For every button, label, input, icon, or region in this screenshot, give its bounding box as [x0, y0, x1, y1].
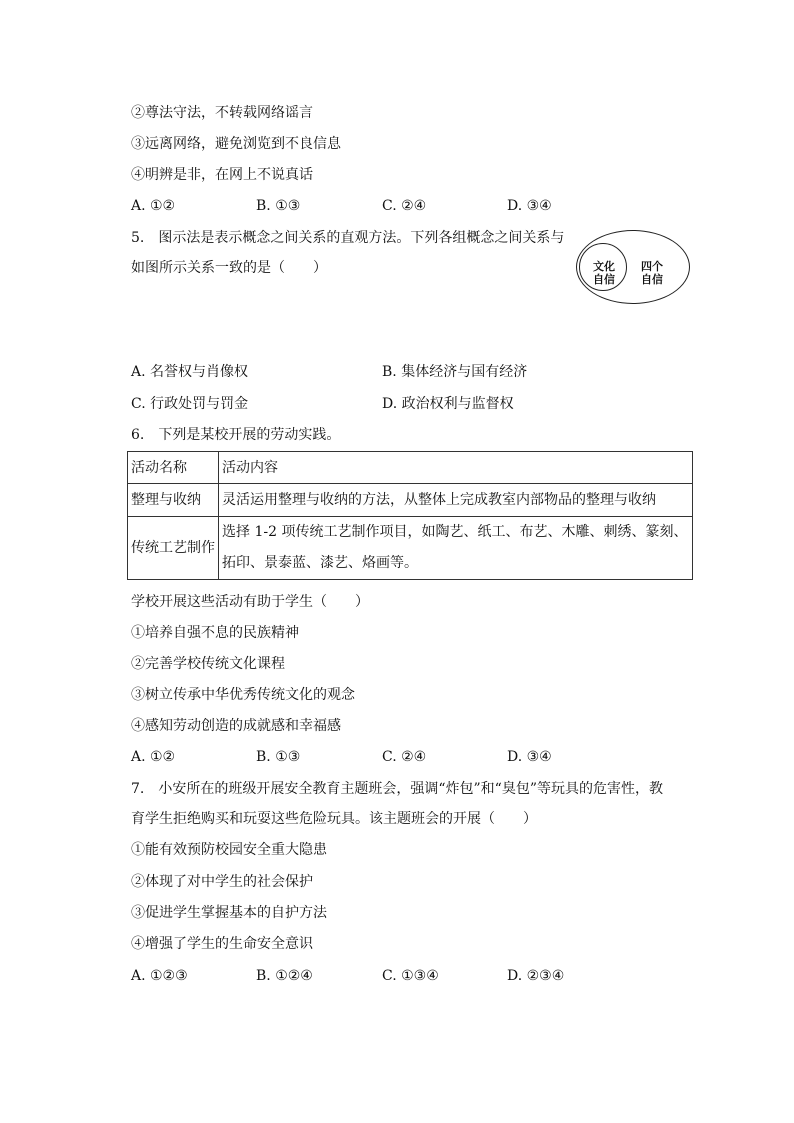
q4-item-3: ③远离网络，避免浏览到不良信息	[131, 136, 341, 152]
table-header: 活动名称	[128, 452, 219, 484]
q6-option-c[interactable]: C. ②④	[382, 749, 427, 765]
q5-stem-line2: 如图所示关系一致的是（ ）	[131, 260, 327, 276]
q6-item-3: ③树立传承中华优秀传统文化的观念	[131, 687, 355, 703]
inner-label: 文化 自信	[593, 260, 615, 286]
q4-item-2: ②尊法守法，不转载网络谣言	[131, 105, 313, 121]
table-header: 活动内容	[219, 452, 693, 484]
q7-item-2: ②体现了对中学生的社会保护	[131, 874, 313, 890]
q6-item-2: ②完善学校传统文化课程	[131, 656, 285, 672]
q5-stem-line1: 5. 图示法是表示概念之间关系的直观方法。下列各组概念之间关系与	[131, 230, 565, 246]
outer-label: 四个 自信	[641, 260, 663, 286]
table-row	[128, 484, 693, 517]
q7-stem-line2: 育学生拒绝购买和玩耍这些危险玩具。该主题班会的开展（ ）	[131, 811, 537, 827]
q7-stem-line1: 7. 小安所在的班级开展安全教育主题班会，强调“炸包”和“臭包”等玩具的危害性，教	[131, 781, 663, 797]
q7-option-b[interactable]: B. ①②④	[256, 968, 313, 984]
q6-item-4: ④感知劳动创造的成就感和幸福感	[131, 718, 341, 734]
q5-option-c[interactable]: C. 行政处罚与罚金	[131, 396, 249, 412]
q7-item-4: ④增强了学生的生命安全意识	[131, 936, 313, 952]
venn-diagram	[576, 230, 692, 306]
table-cell: 传统工艺制作	[128, 517, 219, 580]
q7-option-c[interactable]: C. ①③④	[382, 968, 439, 984]
table-cell: 整理与收纳	[128, 484, 219, 517]
q4-option-a[interactable]: A. ①②	[131, 198, 176, 214]
q4-option-b[interactable]: B. ①③	[256, 198, 301, 214]
q6-option-b[interactable]: B. ①③	[256, 749, 301, 765]
activity-table	[127, 451, 693, 580]
q5-options-row1	[131, 362, 691, 382]
q7-option-d[interactable]: D. ②③④	[507, 968, 565, 984]
q4-option-d[interactable]: D. ③④	[507, 198, 552, 214]
table-cell: 选择 1-2 项传统工艺制作项目，如陶艺、纸工、布艺、木雕、刺绣、篆刻、拓印、景泰蓝、漆艺、烙画等。	[219, 517, 693, 580]
q7-options	[131, 966, 691, 986]
q6-option-a[interactable]: A. ①②	[131, 749, 176, 765]
q6-option-d[interactable]: D. ③④	[507, 749, 552, 765]
q6-stem: 6. 下列是某校开展的劳动实践。	[131, 427, 341, 443]
q4-options	[131, 196, 691, 216]
q7-item-1: ①能有效预防校园安全重大隐患	[131, 842, 327, 858]
q5-option-d[interactable]: D. 政治权利与监督权	[382, 396, 514, 412]
q6-item-1: ①培养自强不息的民族精神	[131, 625, 299, 641]
table-cell: 灵活运用整理与收纳的方法，从整体上完成教室内部物品的整理与收纳	[219, 484, 693, 517]
table-header-row	[128, 452, 693, 484]
q4-item-4: ④明辨是非，在网上不说真话	[131, 167, 313, 183]
q6-question: 学校开展这些活动有助于学生（ ）	[131, 594, 369, 610]
q5-option-b[interactable]: B. 集体经济与国有经济	[382, 364, 528, 380]
q7-option-a[interactable]: A. ①②③	[131, 968, 188, 984]
q5-option-a[interactable]: A. 名誉权与肖像权	[131, 364, 249, 380]
table-row	[128, 517, 693, 580]
q4-option-c[interactable]: C. ②④	[382, 198, 427, 214]
q5-options-row2	[131, 394, 691, 414]
q6-options	[131, 747, 691, 767]
q7-item-3: ③促进学生掌握基本的自护方法	[131, 905, 327, 921]
